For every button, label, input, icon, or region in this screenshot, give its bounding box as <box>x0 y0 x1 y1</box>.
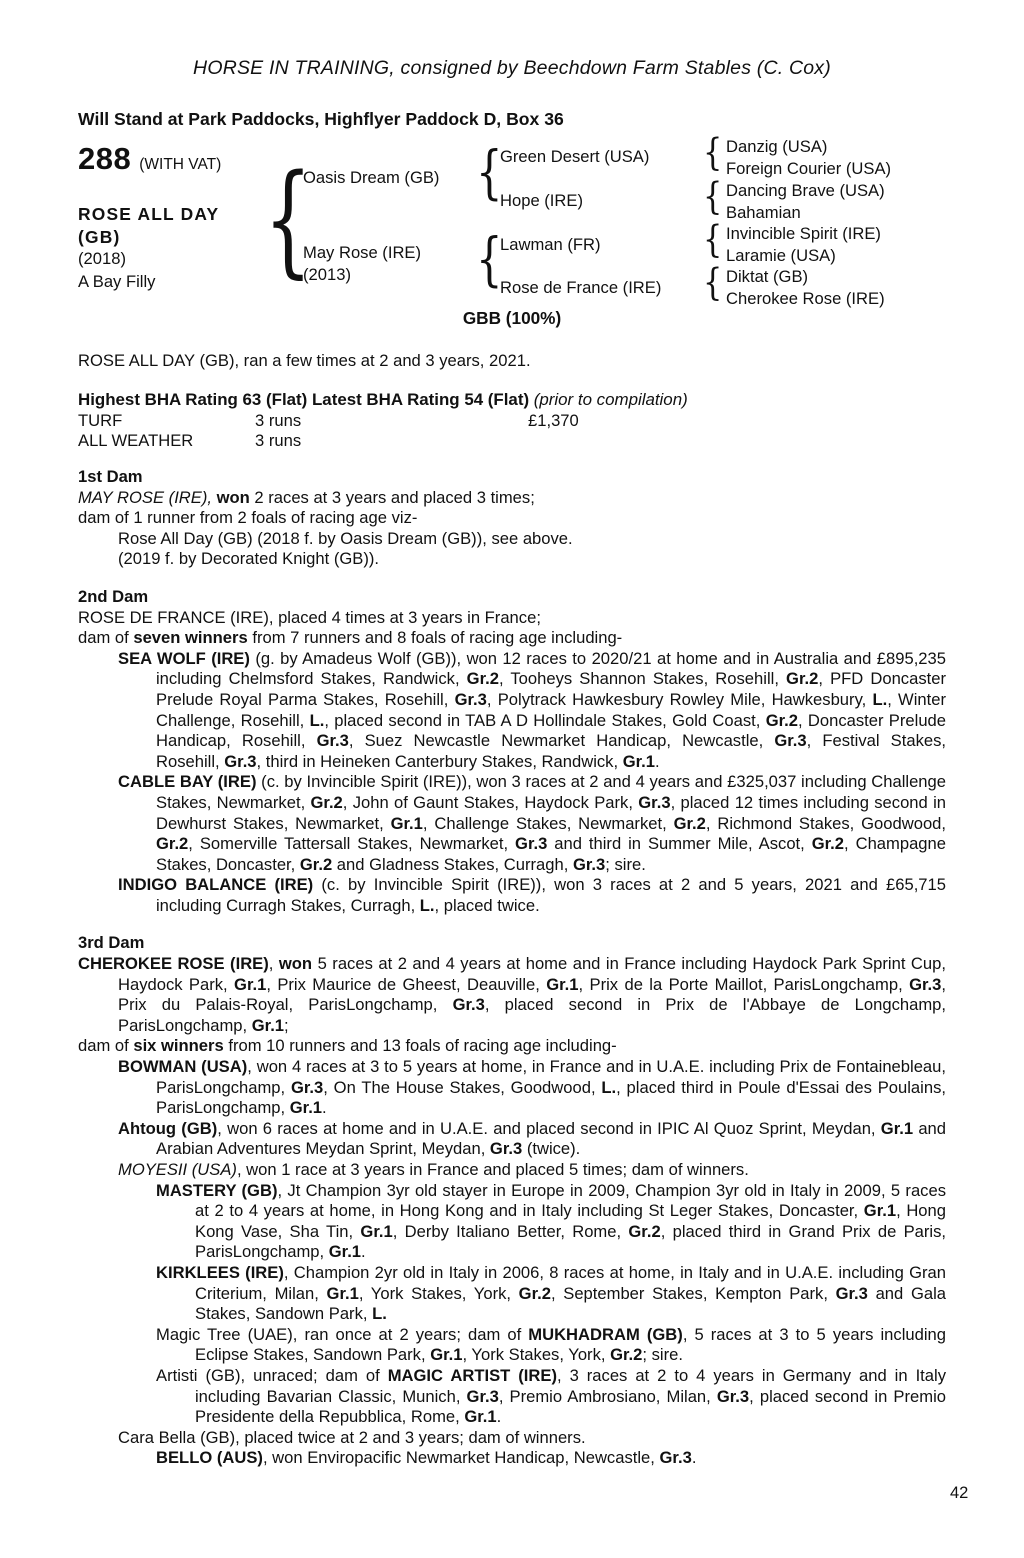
page-title: HORSE IN TRAINING, consigned by Beechdown Farm Stables (C. Cox) <box>193 57 831 79</box>
surface-label: ALL WEATHER <box>78 431 194 450</box>
pedigree-paragraph: SEA WOLF (IRE) (g. by Amadeus Wolf (GB)), won 12 races to 2020/21 at home and in Australia and £895,235 including Chelmsford Stakes, Randwick, Gr.2, Tooheys Shannon Stakes, Rosehill, Gr.2, PFD Doncaster Prelude Royal Parma Stakes, Rosehill, Gr.3, Polytrack Hawkesbury Rowley Mile, Hawkesbury, L., Winter Challenge, Rosehill, L., placed second in TAB A D Hollindale Stakes, Gold Coast, Gr.2, Doncaster Prelude Handicap, Rosehill, Gr.3, Suez Newcastle Newmarket Handicap, Newcastle, Gr.3, Festival Stakes, Rosehill, Gr.3, third in Heineken Canterbury Stakes, Randwick, Gr.1. <box>118 648 947 771</box>
pedigree-paragraph: MASTERY (GB), Jt Champion 3yr old stayer in Europe in 2009, Champion 3yr old in Italy in 2009, 5 races at 2 to 4 years at home, in Hong Kong and in Italy including St Leger Stakes, Doncaster, Gr.1, Hong Kong Vase, Sha Tin, Gr.1, Derby Italiano Better, Rome, Gr.2, placed third in Grand Prix de Paris, ParisLongchamp, Gr.1. <box>156 1180 947 1262</box>
pedigree-paragraph: Ahtoug (GB), won 6 races at home and in U.A.E. and placed second in IPIC Al Quoz Sprint, Meydan, Gr.1 and Arabian Adventures Meydan Sprint, Meydan, Gr.3 (twice). <box>118 1118 947 1159</box>
pedigree-greatgrandparent-pair <box>726 223 881 266</box>
pedigree-greatgrandparent: Dancing Brave (USA) <box>726 181 885 200</box>
pedigree-dam: May Rose (IRE) <box>303 243 422 262</box>
pedigree-paragraph: dam of seven winners from 7 runners and 8 foals of racing age including- <box>78 628 623 648</box>
pedigree-paragraph: CABLE BAY (IRE) (c. by Invincible Spirit (IRE)), won 3 races at 2 and 4 years and £325,037 including Challenge Stakes, Newmarket, Gr.2, John of Gaunt Stakes, Haydock Park, Gr.3, placed 12 times including second in Dewhurst Stakes, Newmarket, Gr.1, Challenge Stakes, Newmarket, Gr.2, Richmond Stakes, Goodwood, Gr.2, Somerville Tattersall Stakes, Newmarket, Gr.3 and third in Summer Mile, Ascot, Gr.2, Champagne Stakes, Doncaster, Gr.2 and Gladness Stakes, Curragh, Gr.3; sire. <box>118 772 947 874</box>
pedigree-greatgrandparent: Diktat (GB) <box>726 267 809 286</box>
dam-sections <box>78 467 946 1469</box>
pedigree-grandparent: Lawman (FR) <box>500 235 601 254</box>
pedigree-paragraph: BELLO (AUS), won Enviropacific Newmarket Handicap, Newcastle, Gr.3. <box>156 1448 697 1468</box>
pedigree-greatgrandparent-pair <box>726 180 885 223</box>
pedigree-paragraph: CHEROKEE ROSE (IRE), won 5 races at 2 and 4 years at home and in France including Haydock Park Sprint Cup, Haydock Park, Gr.1, Prix Maurice de Gheest, Deauville, Gr.1, Prix de la Porte Maillot, ParisLongchamp, Gr.3, Prix du Palais-Royal, ParisLongchamp, Gr.3, placed second in Prix de l'Abbaye de Longchamp, ParisLongchamp, Gr.1; <box>78 954 946 1035</box>
pedigree-paragraph: dam of six winners from 10 runners and 13 foals of racing age including- <box>78 1036 617 1056</box>
pedigree-paragraph: ROSE DE FRANCE (IRE), placed 4 times at 3 years in France; <box>78 607 541 627</box>
lot-number: 288 <box>78 141 132 176</box>
dam-heading: 3rd Dam <box>78 933 145 953</box>
pedigree-paragraph: MOYESII (USA), won 1 race at 3 years in France and placed 5 times; dam of winners. <box>118 1160 749 1179</box>
pedigree-paragraph: Artisti (GB), unraced; dam of MAGIC ARTIST (IRE), 3 races at 2 to 4 years in Germany and in Italy including Bavarian Classic, Munich, Gr.3, Premio Ambrosiano, Milan, Gr.3, placed second in Premio Presidente della Repubblica, Rome, Gr.1. <box>156 1365 947 1427</box>
subject-block <box>78 203 219 293</box>
pedigree-brace-grandsire2: { <box>703 218 723 261</box>
stand-location-line: Will Stand at Park Paddocks, Highflyer Paddock D, Box 36 <box>78 109 564 129</box>
pedigree-brace-dam: { <box>476 225 503 293</box>
bha-rating-values: Highest BHA Rating 63 (Flat) Latest BHA Rating 54 (Flat) <box>78 390 530 409</box>
subject-description: A Bay Filly <box>78 271 156 291</box>
pedigree-paragraph: MAY ROSE (IRE), won 2 races at 3 years and placed 3 times; <box>78 487 535 507</box>
subject-name: ROSE ALL DAY <box>78 204 220 224</box>
pedigree-paragraph: Rose All Day (GB) (2018 f. by Oasis Dream (GB)), see above. <box>118 528 573 548</box>
page-number: 42 <box>950 1484 969 1502</box>
pedigree-sire: Oasis Dream (GB) <box>303 168 440 187</box>
runs-value: 3 runs <box>255 411 302 430</box>
pedigree-grandparent: Rose de France (IRE) <box>500 278 662 297</box>
runs-value: 3 runs <box>255 431 302 450</box>
subject-year: (2018) <box>78 249 126 268</box>
pedigree-greatgrandparent-pair <box>726 136 891 179</box>
pedigree-brace-sire: { <box>476 138 503 206</box>
pedigree-greatgrandparent: Bahamian <box>726 202 801 222</box>
pedigree-paragraph: INDIGO BALANCE (IRE) (c. by Invincible Spirit (IRE)), won 3 races at 2 and 5 years, 2021 and £65,715 including Curragh Stakes, Curragh, L., placed twice. <box>118 875 946 915</box>
race-record-summary: ROSE ALL DAY (GB), ran a few times at 2 and 3 years, 2021. <box>78 351 531 370</box>
gbb-eligibility-line: GBB (100%) <box>462 308 562 328</box>
pedigree-greatgrandparent-pair <box>726 266 885 309</box>
pedigree-brace-grandsire1: { <box>703 131 723 174</box>
pedigree-paragraph: (2019 f. by Decorated Knight (GB)). <box>118 549 380 569</box>
pedigree-brace-granddam2: { <box>703 261 723 304</box>
pedigree-brace-granddam1: { <box>703 175 723 218</box>
pedigree-paragraph: Cara Bella (GB), placed twice at 2 and 3 years; dam of winners. <box>118 1427 586 1447</box>
lot-line <box>78 141 221 177</box>
pedigree-grandparent: Hope (IRE) <box>500 191 583 210</box>
pedigree-paragraph: Magic Tree (UAE), ran once at 2 years; dam of MUKHADRAM (GB), 5 races at 3 to 5 years including Eclipse Stakes, Sandown Park, Gr.1, York Stakes, York, Gr.2; sire. <box>156 1324 946 1365</box>
pedigree-greatgrandparent: Cherokee Rose (IRE) <box>726 288 885 308</box>
pedigree-paragraph: KIRKLEES (IRE), Champion 2yr old in Italy in 2006, 8 races at home, in Italy and in U.A.E. including Gran Criterium, Milan, Gr.1, York Stakes, York, Gr.2, September Stakes, Kempton Park, Gr.3 and Gala Stakes, Sandown Park, L. <box>156 1262 946 1324</box>
bha-rating-note: (prior to compilation) <box>529 390 688 409</box>
ratings-row-all-weather <box>78 431 946 451</box>
subject-suffix: (GB) <box>78 226 121 247</box>
pedigree-brace-generation1: { <box>264 148 313 290</box>
ratings-row-turf <box>78 411 946 431</box>
pedigree-paragraph: BOWMAN (USA), won 4 races at 3 to 5 years at home, in France and in U.A.E. including Prix de Fontainebleau, ParisLongchamp, Gr.3, On The House Stakes, Goodwood, L., placed third in Poule d'Essai des Poulains, ParisLongchamp, Gr.1. <box>118 1057 946 1118</box>
pedigree-greatgrandparent: Foreign Courier (USA) <box>726 158 892 178</box>
bha-rating-line <box>78 390 688 410</box>
pedigree-greatgrandparent: Invincible Spirit (IRE) <box>726 224 881 243</box>
pedigree-greatgrandparent: Laramie (USA) <box>726 245 836 265</box>
pedigree-grandparent: Green Desert (USA) <box>500 147 650 166</box>
vat-note: (WITH VAT) <box>139 156 222 173</box>
earnings-value: £1,370 <box>528 411 579 430</box>
dam-heading: 2nd Dam <box>78 586 149 606</box>
pedigree-dam-block <box>303 242 421 286</box>
pedigree-dam-year: (2013) <box>303 265 351 284</box>
pedigree-paragraph: dam of 1 runner from 2 foals of racing age viz- <box>78 508 418 528</box>
surface-label: TURF <box>78 411 123 430</box>
pedigree-greatgrandparent: Danzig (USA) <box>726 137 828 156</box>
dam-heading: 1st Dam <box>78 467 143 486</box>
